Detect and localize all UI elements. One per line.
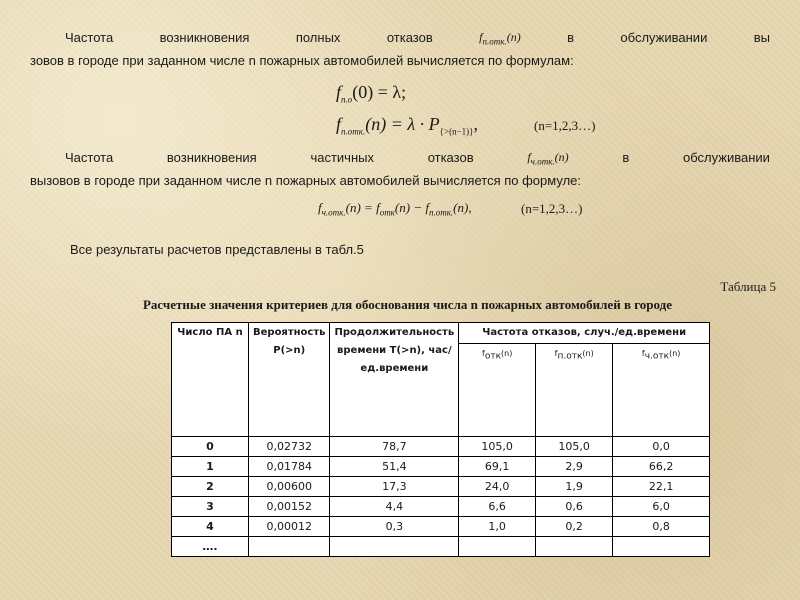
header-f-chotk: $f_{ч.отк}(n)$ [613, 344, 710, 437]
table-row [172, 437, 710, 457]
table-row [172, 477, 710, 497]
table-cell: 0,6 [536, 497, 613, 517]
table-cell [536, 537, 613, 557]
table-row [172, 537, 710, 557]
word: возникновения [166, 150, 257, 165]
table-cell [249, 537, 330, 557]
word: Частота [65, 150, 114, 165]
results-table [171, 322, 710, 557]
word: вы [753, 30, 770, 45]
table-row [172, 457, 710, 477]
table-cell: 105,0 [459, 437, 536, 457]
word: отказов [386, 30, 433, 45]
word: отказов [427, 150, 474, 165]
table-cell [330, 537, 459, 557]
table-cell: 4,4 [330, 497, 459, 517]
header-failure-frequency: Частота отказов, случ./ед.времени [459, 323, 710, 344]
table-cell: 0,0 [613, 437, 710, 457]
word: Частота [65, 30, 114, 45]
paragraph-line [30, 28, 770, 51]
paragraph-line [30, 148, 770, 171]
table-row [172, 517, 710, 537]
table-cell: 3 [172, 497, 249, 517]
table-cell: 1,0 [459, 517, 536, 537]
header-probability: Вероятность P(>n) [249, 323, 330, 437]
paragraph-line: вызовов в городе при заданном числе n пожарных автомобилей вычисляется по формуле: [30, 173, 581, 189]
table-title: Расчетные значения критериев для обоснования числа n пожарных автомобилей в городе [142, 297, 672, 312]
word: полных [295, 30, 341, 45]
table-cell: 0,00152 [249, 497, 330, 517]
formula-f-chotk: $f_{ч.отк.}(n) = f_{отк}(n) - f_{п.отк.}(n)$, [318, 200, 472, 218]
table-cell: 4 [172, 517, 249, 537]
table-cell: 51,4 [330, 457, 459, 477]
summary-text: Все результаты расчетов представлены в табл.5 [70, 242, 364, 257]
table-cell: 0 [172, 437, 249, 457]
table-cell: 22,1 [613, 477, 710, 497]
table-cell: 69,1 [459, 457, 536, 477]
table-cell: 6,6 [459, 497, 536, 517]
table-cell: 66,2 [613, 457, 710, 477]
table-cell: 0,8 [613, 517, 710, 537]
word: в [567, 30, 575, 45]
table-cell: 0,00012 [249, 517, 330, 537]
paragraph-partial-failures [30, 148, 770, 190]
word: обслуживании [620, 30, 708, 45]
table-cell: 1,9 [536, 477, 613, 497]
table-cell: 1 [172, 457, 249, 477]
header-f-otk: $f_{отк}(n)$ [459, 344, 536, 437]
table-cell: 6,0 [613, 497, 710, 517]
table-cell: 24,0 [459, 477, 536, 497]
table-cell: 105,0 [536, 437, 613, 457]
table-cell: …. [172, 537, 249, 557]
formula-f-po: $f_{п.о}(0) = \lambda$; [336, 82, 407, 105]
header-count: Число ПА n [172, 323, 249, 437]
header-f-potk: $f_{п.отк}(n)$ [536, 344, 613, 437]
inline-formula: $f_{п.отк.}(n)$ [479, 30, 521, 47]
word: обслуживании [683, 150, 770, 165]
word: возникновения [159, 30, 250, 45]
paragraph-full-failures [30, 28, 770, 70]
table-cell: 0,02732 [249, 437, 330, 457]
formula-range: (n=1,2,3…) [521, 201, 583, 216]
table-cell: 0,01784 [249, 457, 330, 477]
table-cell: 0,3 [330, 517, 459, 537]
table-cell: 78,7 [330, 437, 459, 457]
paragraph-line: зовов в городе при заданном числе n пожарных автомобилей вычисляется по формулам: [30, 53, 574, 69]
table-cell [613, 537, 710, 557]
table-cell: 0,00600 [249, 477, 330, 497]
table-cell: 2,9 [536, 457, 613, 477]
inline-formula: $f_{ч.отк.}(n)$ [527, 150, 569, 167]
table-row [172, 497, 710, 517]
table-cell: 0,2 [536, 517, 613, 537]
table-cell [459, 537, 536, 557]
formula-f-potk: $f_{п.отк.}(n) = \lambda \cdot P_{\{>(n-1)\}}$, [336, 114, 478, 137]
word: частичных [310, 150, 374, 165]
header-duration: Продолжительность времени T(>n), час/ед.времени [330, 323, 459, 437]
table-cell: 2 [172, 477, 249, 497]
formula-range: (n=1,2,3…) [534, 118, 596, 133]
table-cell: 17,3 [330, 477, 459, 497]
table-number: Таблица 5 [720, 279, 776, 294]
word: в [622, 150, 630, 165]
table-header-row [172, 323, 710, 344]
